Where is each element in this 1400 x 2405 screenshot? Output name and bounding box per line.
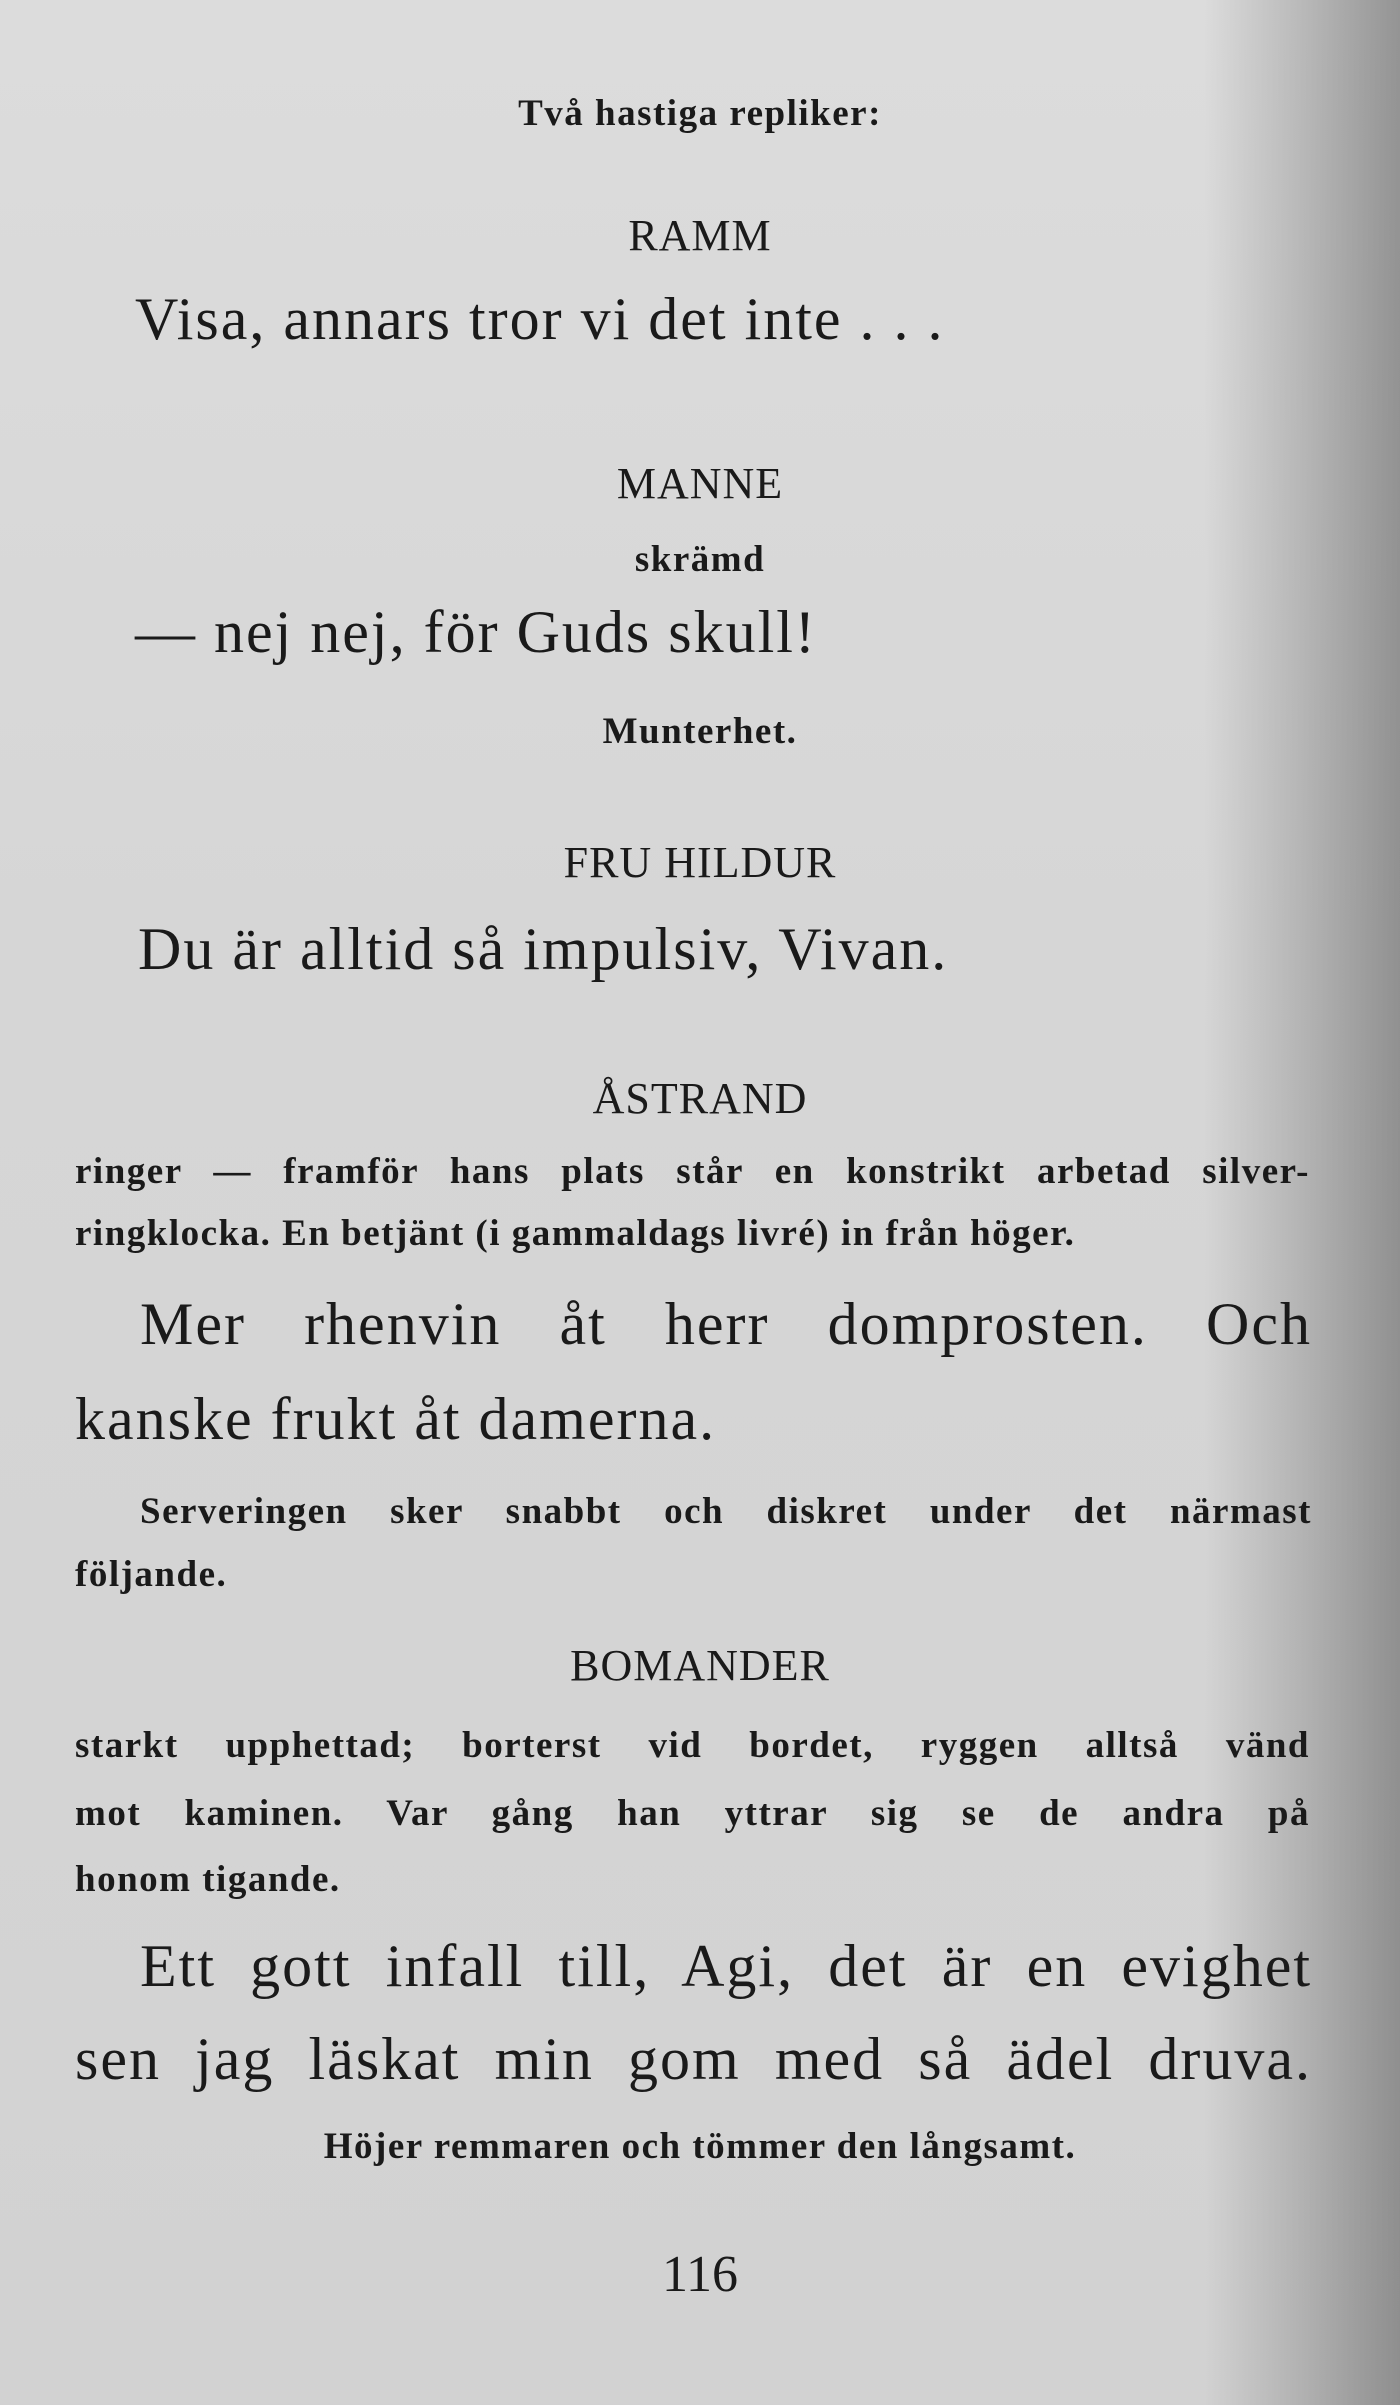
dialog-astrand-line-1: Mer rhenvin åt herr domprosten. Och: [140, 1291, 1312, 1357]
page-number: 116: [661, 2246, 739, 2303]
header-text: Två hastiga repliker:: [518, 93, 882, 134]
stage-direction-astrand-line-2: ringklocka. En betjänt (i gammaldags livré) in från höger.: [75, 1213, 1076, 1254]
reaction-text: Munterhet.: [602, 711, 798, 752]
stage-direction-bomander-after: Höjer remmaren och tömmer den långsamt.: [323, 2126, 1077, 2167]
stage-direction-serving-line-2: följande.: [75, 1554, 228, 1595]
dialog-ramm: Visa, annars tror vi det inte . . .: [135, 286, 945, 352]
speaker-bomander: BOMANDER: [570, 1641, 830, 1690]
stage-direction-bomander-line-3: honom tigande.: [75, 1859, 341, 1900]
dialog-bomander-line-1: Ett gott infall till, Agi, det är en evighet: [140, 1933, 1312, 1999]
stage-direction-bomander-line-2: mot kaminen. Var gång han yttrar sig se de andra på: [75, 1793, 1310, 1834]
dialog-astrand-line-2: kanske frukt åt damerna.: [75, 1386, 717, 1452]
speaker-ramm: RAMM: [628, 211, 772, 260]
stage-direction-astrand-line-1: ringer — framför hans plats står en konstrikt arbetad silver-: [75, 1151, 1310, 1192]
speaker-manne: MANNE: [616, 459, 784, 508]
speaker-astrand: ÅSTRAND: [592, 1074, 808, 1123]
dialog-fru-hildur: Du är alltid så impulsiv, Vivan.: [138, 916, 949, 982]
stage-direction-bomander-line-1: starkt upphettad; borterst vid bordet, ryggen alltså vänd: [75, 1725, 1310, 1766]
stage-direction-serving-line-1: Serveringen sker snabbt och diskret under det närmast: [140, 1491, 1312, 1532]
speaker-fru-hildur: FRU HILDUR: [563, 838, 837, 887]
dialog-manne: — nej nej, för Guds skull!: [135, 599, 817, 665]
dialog-bomander-line-2: sen jag läskat min gom med så ädel druva.: [75, 2026, 1312, 2092]
stage-direction-manne: skrämd: [634, 539, 766, 580]
